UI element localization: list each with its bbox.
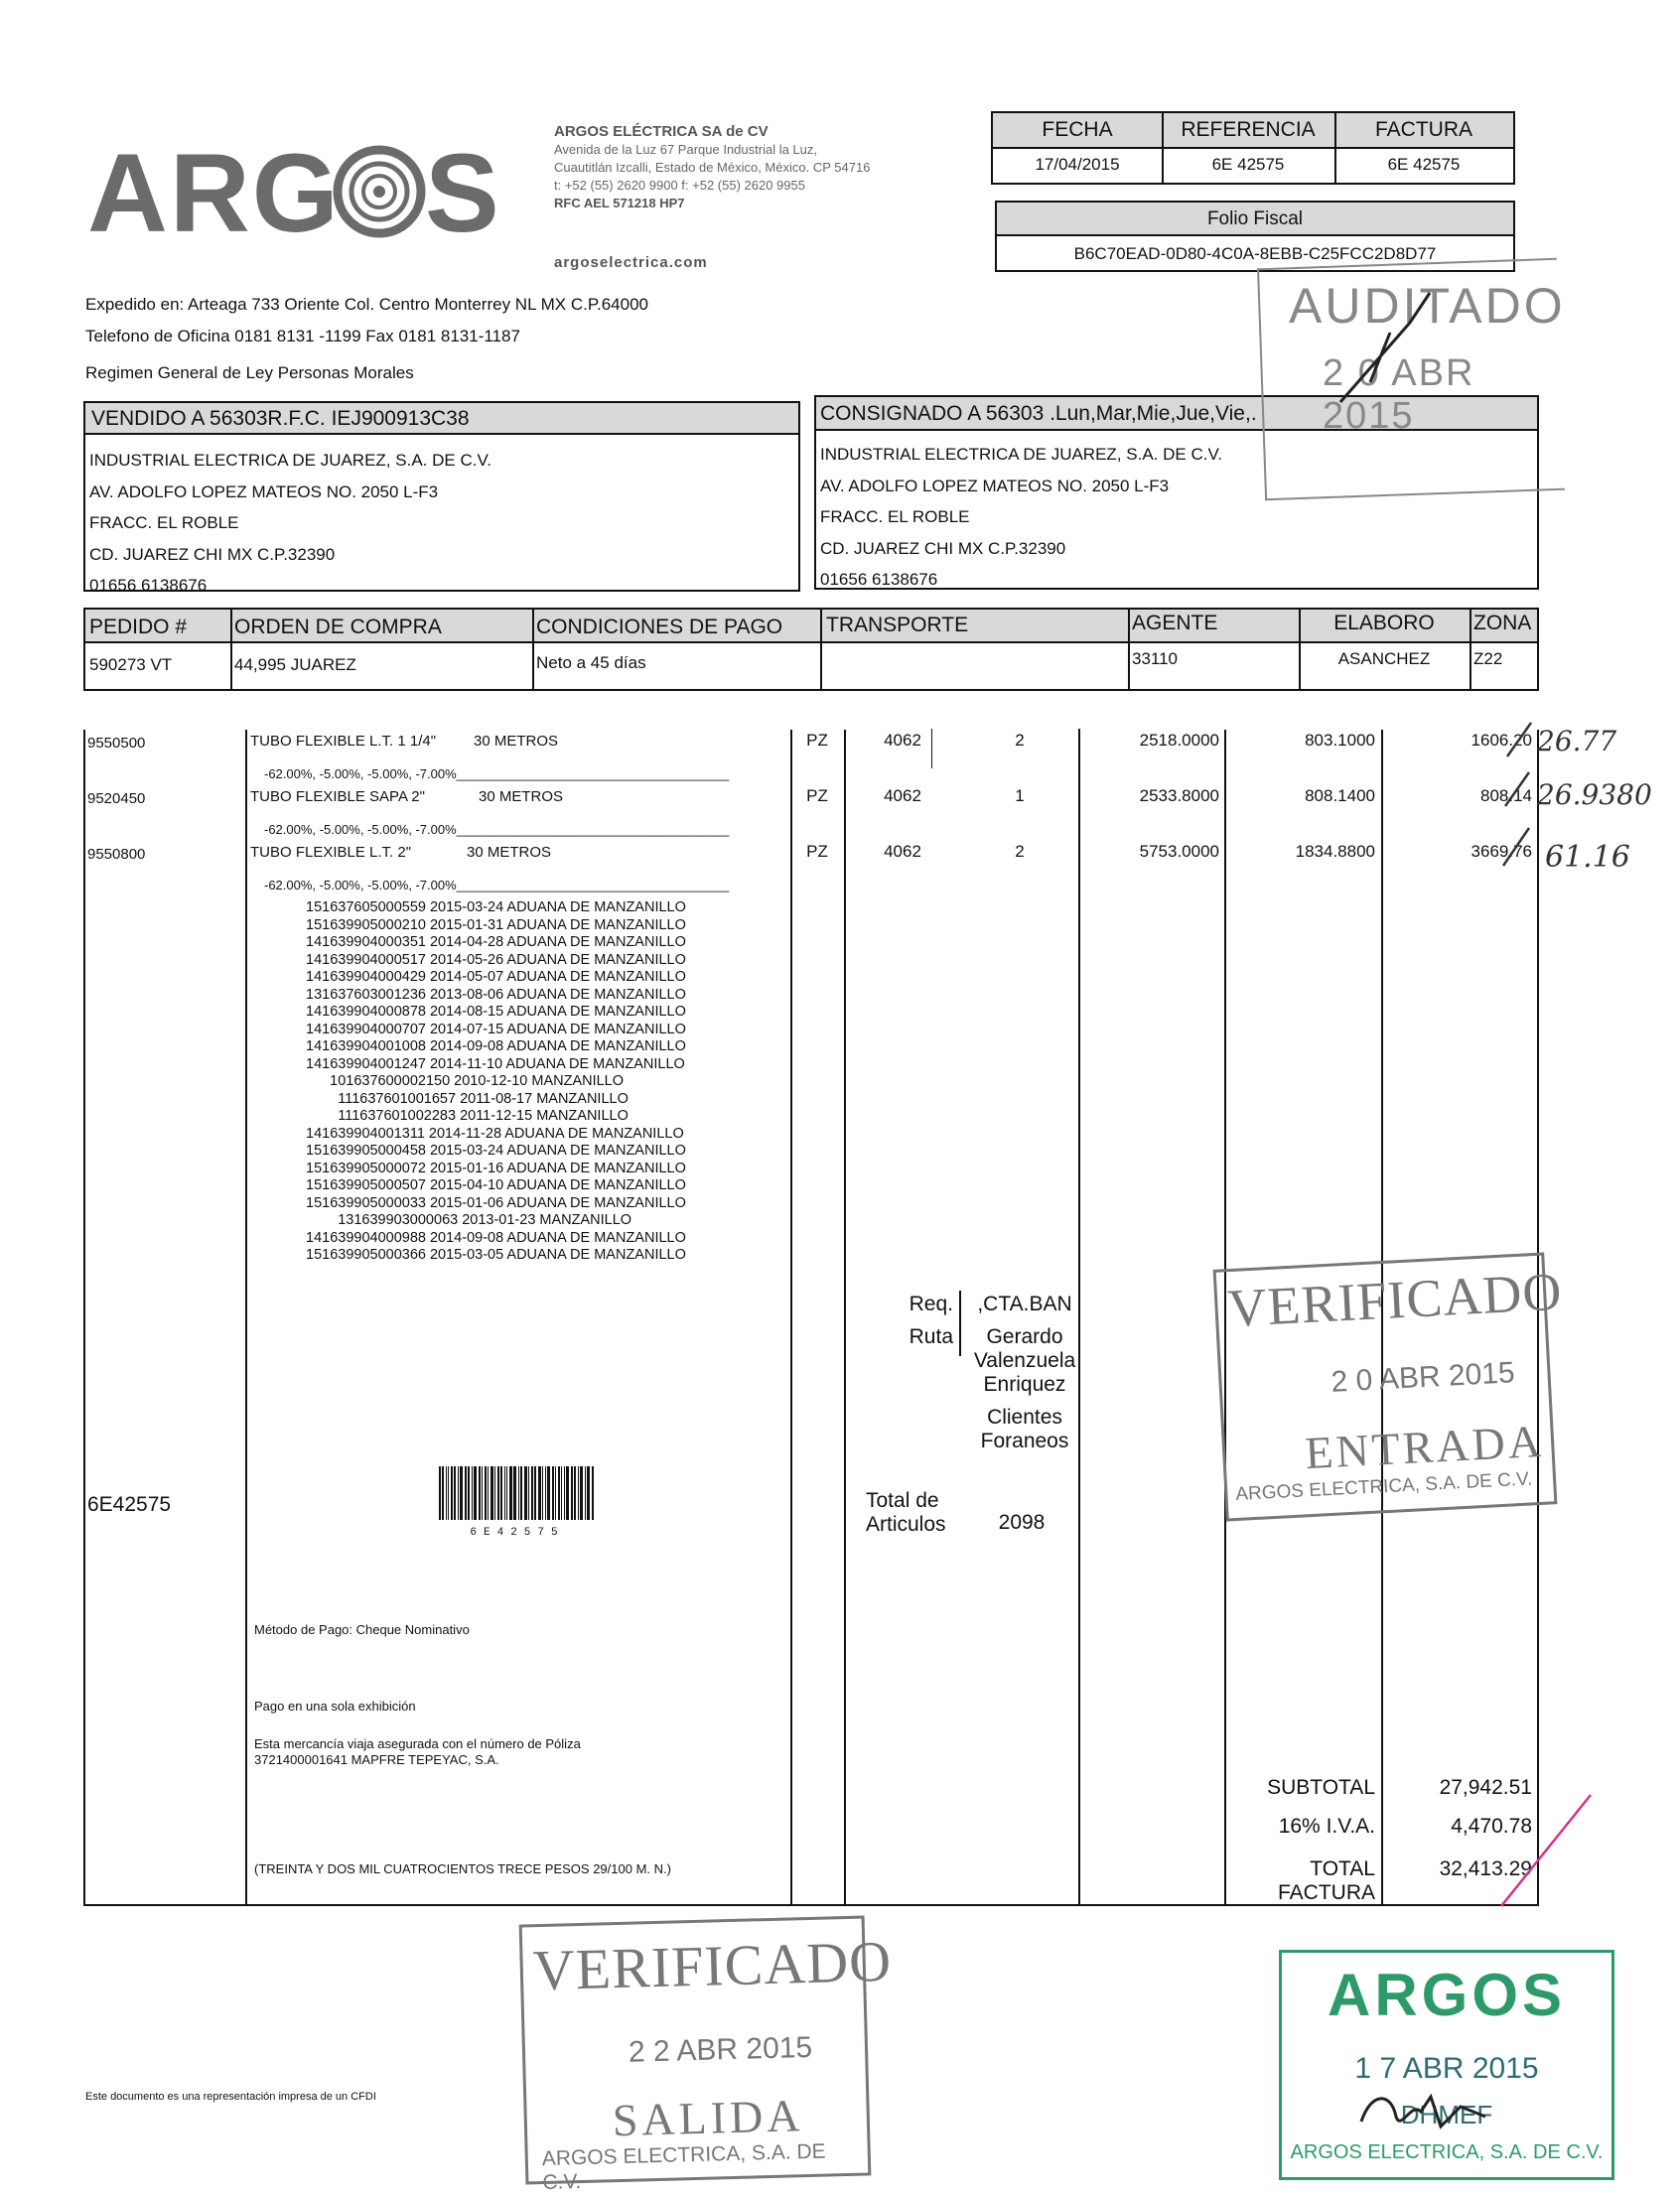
barcode-bar (490, 1466, 493, 1520)
company-web: argoselectrica.com (554, 254, 708, 271)
barcode-bar (446, 1466, 447, 1520)
pedimento-line: 111637601002283 2011-12-15 MANZANILLO (306, 1108, 629, 1124)
folio-fiscal-label: Folio Fiscal (1206, 208, 1304, 229)
verif-entrada-title: VERIFICADO (1226, 1261, 1564, 1339)
verif-entrada-date: 2 0 ABR 2015 (1330, 1356, 1516, 1399)
item-list-price: 2518.0000 (1139, 731, 1219, 750)
barcode-bar (513, 1466, 516, 1520)
barcode-text: 6E42575 (470, 1527, 565, 1539)
barcode-bar (439, 1466, 441, 1520)
barcode-bar (545, 1466, 546, 1520)
handwritten-note-1: 26.77 (1537, 725, 1617, 757)
line-item (0, 786, 1680, 844)
agente-value: 33110 (1132, 649, 1179, 668)
importe-letra: (TREINTA Y DOS MIL CUATROCIENTOS TRECE PESOS 29/100 M. N.) (254, 1861, 671, 1876)
barcode (437, 1466, 598, 1540)
barcode-bar (558, 1466, 560, 1520)
barcode-bar (472, 1466, 473, 1520)
item-length: 30 METROS (474, 733, 559, 750)
barcode-bar (555, 1466, 556, 1520)
barcode-bar (578, 1466, 579, 1520)
barcode-bar (524, 1466, 527, 1520)
verif-salida-date: 2 2 ABR 2015 (628, 2030, 813, 2069)
item-qty: 2 (1015, 842, 1025, 861)
barcode-bar (547, 1466, 550, 1520)
invoice-header-box (991, 111, 1515, 185)
barcode-bar (518, 1466, 519, 1520)
item-discounts: -62.00%, -5.00%, -5.00%, -7.00%______________________________________ (264, 878, 730, 892)
subtotal-value: 27,942.51 (1439, 1776, 1532, 1799)
item-amount: 808.14 (1480, 786, 1532, 805)
item-unit-price: 1834.8800 (1295, 842, 1375, 861)
barcode-bar (460, 1466, 463, 1520)
pedimento-line: 151639905000210 2015-01-31 ADUANA DE MANZANILLO (306, 916, 686, 933)
barcode-bar (458, 1466, 459, 1520)
argos-stamp-dept: DHMEF (1400, 2100, 1493, 2129)
cfdi-note: Este documento es una representación impresa de un CFDI (85, 2091, 376, 2103)
argos-stamp-title: ARGOS (1327, 1962, 1567, 2028)
order-info-box (83, 608, 1539, 691)
item-description: TUBO FLEXIBLE L.T. 1 1/4" (250, 733, 437, 750)
ship-to-line: 01656 6138676 (820, 570, 938, 589)
barcode-bar (571, 1466, 573, 1520)
orden-compra-label: ORDEN DE COMPRA (234, 616, 442, 638)
item-code: 9520450 (87, 790, 146, 807)
pedimento-line: 141639904000517 2014-05-26 ADUANA DE MANZANILLO (306, 951, 686, 968)
sold-to-box (83, 401, 800, 595)
handwritten-note-3: 61.16 (1545, 840, 1630, 875)
item-length: 30 METROS (467, 844, 552, 861)
pedimento-line: 141639904001008 2014-09-08 ADUANA DE MANZANILLO (306, 1038, 686, 1054)
verif-salida-title: VERIFICADO (531, 1928, 893, 2003)
item-key: 4062 (884, 731, 921, 750)
ship-to-line: INDUSTRIAL ELECTRICA DE JUAREZ, S.A. DE C.V. (820, 445, 1222, 464)
seguro-line: 3721400001641 MAPFRE TEPEYAC, S.A. (254, 1752, 499, 1767)
item-list-price: 5753.0000 (1139, 842, 1219, 861)
total-articulos-label (866, 1489, 946, 1537)
total-articulos-label-line: Articulos (866, 1513, 946, 1536)
auditado-signature (1261, 263, 1569, 497)
expedido-en: Expedido en: Arteaga 733 Oriente Col. Centro Monterrey NL MX C.P.64000 (85, 295, 648, 314)
item-amount: 1606.20 (1470, 731, 1532, 750)
pedimentos-list (0, 899, 794, 1273)
ship-to-line: FRACC. EL ROBLE (820, 507, 970, 526)
req-label: Req. (909, 1293, 953, 1315)
factura-value: 6E 42575 (1387, 155, 1461, 174)
total-factura-value: 32,413.29 (1439, 1857, 1532, 1880)
ruta-line: Gerardo (986, 1325, 1063, 1348)
pedimento-line: 141639904000429 2014-05-07 ADUANA DE MANZANILLO (306, 969, 686, 985)
pedimento-line: 151639905000033 2015-01-06 ADUANA DE MANZANILLO (306, 1194, 686, 1211)
item-key: 4062 (884, 842, 921, 861)
barcode-bar (538, 1466, 541, 1520)
ship-to-line: AV. ADOLFO LOPEZ MATEOS NO. 2050 L-F3 (820, 476, 1170, 495)
line-item (0, 731, 1680, 788)
barcode-bar (442, 1466, 444, 1520)
item-unit: PZ (806, 842, 828, 861)
pedimento-line: 141639904000707 2014-07-15 ADUANA DE MANZANILLO (306, 1021, 686, 1037)
pedimento-line: 141639904001247 2014-11-10 ADUANA DE MANZANILLO (306, 1055, 685, 1072)
transporte-label: TRANSPORTE (826, 614, 969, 636)
total-articulos-value: 2098 (998, 1511, 1046, 1534)
stamp-verificado-salida (519, 1915, 893, 2195)
barcode-bar (451, 1466, 453, 1520)
pedimento-line: 151639905000072 2015-01-16 ADUANA DE MANZANILLO (306, 1160, 686, 1176)
barcode-bar (585, 1466, 586, 1520)
pedido-label: PEDIDO # (89, 616, 188, 638)
barcode-bar (482, 1466, 483, 1520)
barcode-bar (520, 1466, 522, 1520)
pedimento-line: 151639905000458 2015-03-24 ADUANA DE MANZANILLO (306, 1143, 686, 1159)
ruta-line: Enriquez (983, 1373, 1066, 1396)
barcode-bar (561, 1466, 562, 1520)
orden-compra-value: 44,995 JUAREZ (234, 655, 356, 674)
verif-entrada-company: ARGOS ELECTRICA, S.A. DE C.V. (1234, 1468, 1533, 1506)
barcode-bar (504, 1466, 505, 1520)
item-discounts: -62.00%, -5.00%, -5.00%, -7.00%______________________________________ (264, 766, 730, 781)
referencia-label: REFERENCIA (1181, 118, 1316, 141)
sold-to-line: 01656 6138676 (89, 576, 208, 595)
condiciones-pago-value: Neto a 45 días (536, 653, 646, 672)
barcode-bar (497, 1466, 499, 1520)
metodo-pago: Método de Pago: Cheque Nominativo (254, 1622, 470, 1637)
folio-fiscal-value: B6C70EAD-0D80-4C0A-8EBB-C25FCC2D8D77 (1073, 244, 1437, 263)
logo-graphic (87, 134, 504, 248)
condiciones-pago-label: CONDICIONES DE PAGO (536, 616, 783, 638)
barcode-bar (592, 1466, 594, 1520)
svg-text:S: S (425, 134, 499, 248)
barcode-bar (531, 1466, 533, 1520)
telefono-oficina: Telefono de Oficina 0181 8131 -1199 Fax 0181 8131-1187 (85, 327, 520, 345)
seguro-info (254, 1736, 581, 1768)
zona-label: ZONA (1473, 612, 1532, 634)
handwritten-slashes (1489, 717, 1549, 876)
ship-to-address (820, 439, 1222, 596)
argos-stamp-date: 1 7 ABR 2015 (1354, 2052, 1539, 2085)
agente-label: AGENTE (1132, 612, 1218, 634)
zona-value: Z22 (1473, 649, 1503, 668)
factura-label: FACTURA (1374, 118, 1472, 141)
company-logo (87, 134, 504, 248)
auditado-text: AUDITADO (1289, 278, 1566, 334)
item-key: 4062 (884, 786, 921, 805)
iva-label: 16% I.V.A. (1278, 1815, 1375, 1838)
item-discounts: -62.00%, -5.00%, -5.00%, -7.00%______________________________________ (264, 822, 730, 837)
barcode-bars (437, 1466, 598, 1520)
footer-reference: 6E42575 (87, 1493, 172, 1516)
barcode-bar (488, 1466, 489, 1520)
barcode-bar (479, 1466, 481, 1520)
iva-value: 4,470.78 (1451, 1815, 1532, 1838)
item-description: TUBO FLEXIBLE L.T. 2" (250, 844, 412, 861)
item-unit-price: 803.1000 (1305, 731, 1375, 750)
ship-to-line: CD. JUAREZ CHI MX C.P.32390 (820, 538, 1066, 558)
fecha-label: FECHA (1042, 118, 1113, 141)
pago-exhibicion: Pago en una sola exhibición (254, 1699, 416, 1714)
pedimento-line: 131639903000063 2013-01-23 MANZANILLO (306, 1212, 632, 1228)
item-unit-price: 808.1400 (1305, 786, 1375, 805)
barcode-bar (542, 1466, 543, 1520)
clientes-line: Clientes (987, 1406, 1062, 1429)
stamp-verificado-entrada (1213, 1252, 1564, 1521)
item-unit: PZ (806, 731, 828, 750)
elaboro-label: ELABORO (1333, 612, 1435, 634)
stamp-auditado (1261, 263, 1569, 497)
clientes-foraneos (963, 1406, 1086, 1453)
barcode-bar (485, 1466, 487, 1520)
barcode-bar (494, 1466, 495, 1520)
company-info (554, 123, 870, 212)
pedido-value: 590273 VT (89, 655, 173, 674)
item-discounts-text: -62.00%, -5.00%, -5.00%, -7.00% (264, 822, 457, 837)
ruta-label: Ruta (909, 1325, 953, 1348)
fecha-value: 17/04/2015 (1035, 155, 1120, 174)
item-code: 9550800 (87, 846, 146, 863)
item-discounts-text: -62.00%, -5.00%, -5.00%, -7.00% (264, 766, 457, 781)
item-qty: 2 (1015, 731, 1025, 750)
sold-to-address (89, 445, 491, 602)
barcode-bar (534, 1466, 536, 1520)
verif-salida-sub: SALIDA (612, 2090, 805, 2146)
svg-text:ARG: ARG (87, 134, 341, 248)
barcode-bar (564, 1466, 565, 1520)
pedimento-line: 151639905000366 2015-03-05 ADUANA DE MANZANILLO (306, 1247, 686, 1263)
auditado-date: 2 0 ABR 2015 (1323, 352, 1475, 437)
regimen-fiscal: Regimen General de Ley Personas Morales (85, 363, 414, 382)
barcode-bar (500, 1466, 502, 1520)
pedimento-line: 111637601001657 2011-08-17 MANZANILLO (306, 1090, 629, 1107)
pink-check-mark (1489, 1787, 1599, 1916)
item-discounts-text: -62.00%, -5.00%, -5.00%, -7.00% (264, 878, 457, 892)
company-address2: Cuautitlán Izcalli, Estado de México, México. CP 54716 (554, 160, 871, 175)
barcode-bar (448, 1466, 449, 1520)
item-list-price: 2533.8000 (1139, 786, 1219, 805)
barcode-bar (468, 1466, 470, 1520)
barcode-bar (465, 1466, 467, 1520)
pedimento-line: 141639904000988 2014-09-08 ADUANA DE MANZANILLO (306, 1229, 686, 1246)
pedimento-line: 141639904001311 2014-11-28 ADUANA DE MANZANILLO (306, 1125, 684, 1142)
sold-to-line: CD. JUAREZ CHI MX C.P.32390 (89, 544, 336, 564)
ruta-line: Valenzuela (973, 1349, 1076, 1372)
seguro-line: Esta mercancía viaja asegurada con el número de Póliza (254, 1736, 581, 1751)
pedimento-line: 101637600002150 2010-12-10 MANZANILLO (306, 1073, 625, 1089)
barcode-bar (474, 1466, 477, 1520)
item-description: TUBO FLEXIBLE SAPA 2" (250, 788, 425, 805)
pedimento-line: 141639904000351 2014-04-28 ADUANA DE MANZANILLO (306, 934, 686, 950)
sold-to-title: VENDIDO A 56303R.F.C. IEJ900913C38 (91, 407, 470, 430)
barcode-bar (506, 1466, 507, 1520)
sold-to-line: AV. ADOLFO LOPEZ MATEOS NO. 2050 L-F3 (89, 481, 439, 501)
total-factura-label (1224, 1857, 1375, 1905)
pedimento-line: 131637603001236 2013-08-06 ADUANA DE MANZANILLO (306, 986, 686, 1003)
barcode-bar (528, 1466, 529, 1520)
barcode-bar (454, 1466, 456, 1520)
company-address1: Avenida de la Luz 67 Parque Industrial la Luz, (554, 142, 817, 157)
barcode-bar (580, 1466, 583, 1520)
total-factura-label-line: TOTAL (1310, 1857, 1375, 1880)
barcode-bar (552, 1466, 554, 1520)
total-factura-label-line: FACTURA (1277, 1881, 1375, 1904)
referencia-value: 6E 42575 (1211, 155, 1285, 174)
pedimento-line: 151637605000559 2015-03-24 ADUANA DE MANZANILLO (306, 899, 686, 915)
argos-stamp-company: ARGOS ELECTRICA, S.A. DE C.V. (1290, 2141, 1604, 2163)
ruta-value (963, 1325, 1086, 1397)
stamp-argos-recibido (1279, 1950, 1614, 2180)
handwritten-note-2: 26.9380 (1537, 778, 1652, 811)
item-length: 30 METROS (479, 788, 564, 805)
company-phones: t: +52 (55) 2620 9900 f: +52 (55) 2620 9955 (554, 178, 805, 193)
elaboro-value: ASANCHEZ (1337, 649, 1431, 668)
subtotal-label: SUBTOTAL (1267, 1776, 1375, 1799)
pedimento-line: 151639905000507 2015-04-10 ADUANA DE MANZANILLO (306, 1177, 686, 1193)
item-unit: PZ (806, 786, 828, 805)
req-value: ,CTA.BAN (977, 1293, 1072, 1315)
line-item (0, 842, 1680, 899)
argos-stamp-signature (1351, 2082, 1490, 2141)
item-code: 9550500 (87, 735, 146, 752)
verif-salida-company: ARGOS ELECTRICA, S.A. DE C.V. (541, 2139, 826, 2195)
total-articulos-label-line: Total de (866, 1489, 939, 1512)
barcode-bar (509, 1466, 512, 1520)
item-qty: 1 (1015, 786, 1025, 805)
company-rfc: RFC AEL 571218 HP7 (554, 196, 685, 210)
verif-entrada-sub: ENTRADA (1304, 1415, 1546, 1479)
sold-to-line: FRACC. EL ROBLE (89, 513, 239, 532)
clientes-line: Foraneos (980, 1430, 1069, 1452)
pedimento-line: 141639904000878 2014-08-15 ADUANA DE MANZANILLO (306, 1004, 686, 1020)
company-name: ARGOS ELÉCTRICA SA de CV (554, 123, 769, 140)
barcode-bar (587, 1466, 590, 1520)
sold-to-line: INDUSTRIAL ELECTRICA DE JUAREZ, S.A. DE C.V. (89, 451, 491, 470)
barcode-bar (574, 1466, 576, 1520)
barcode-bar (566, 1466, 569, 1520)
item-amount: 3669.76 (1470, 842, 1532, 861)
ship-to-title: CONSIGNADO A 56303 .Lun,Mar,Mie,Jue,Vie,. (820, 402, 1257, 425)
